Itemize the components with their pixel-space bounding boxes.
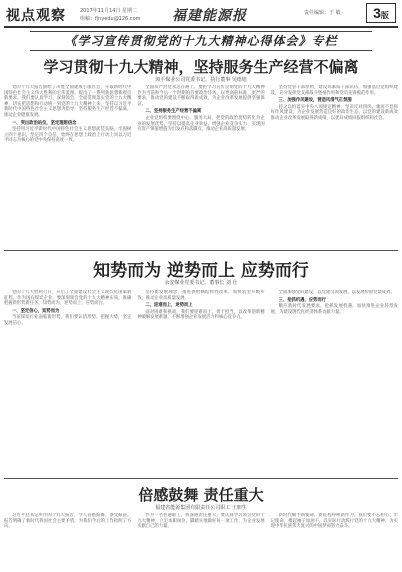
page-number: 3 <box>373 5 381 21</box>
paragraph: 坚持新发展理念，推进供给侧结构性改革，加快转型升级步伐，推动企业高质量发展。 <box>137 290 265 301</box>
paragraph: 全面从严治党永远在路上。要把学习宣传贯彻党的十九大精神作为当前和今后一个时期的首要政治任务，以更高的标准、更严的要求，推动党的建设不断取得新成效，为企业改革发展提供坚强保证。 <box>137 85 265 107</box>
article1-byline: 漳平煤业公司党委书记、执行董事 吴德旭 <box>155 77 247 83</box>
paragraph: 持之以恒落实中央八项规定精神，坚决反对四风，驰而不息抓好作风建设，为企业发展营造良好的政治生态，以党的建设新成效推动企业改革发展取得新成绩，以优异成绩回报组织和社会。 <box>270 104 398 121</box>
edition-line: 组稿：fjnyedu@126.com <box>80 16 141 22</box>
paragraph: 坚持用习近平新时代中国特色社会主义思想武装头脑，牢固树立四个意识，坚定四个自信，始终在思想上政治上行动上同以习近平同志为核心的党中央保持高度一致。 <box>4 127 132 144</box>
article1-col3 <box>271 85 398 245</box>
article3-col3 <box>271 513 398 569</box>
article1-body <box>4 85 398 245</box>
article3-col2 <box>137 513 264 569</box>
paragraph: 作为一名普通职工，我深感责任重大。要认真学习领会党的十九大精神，立足本职岗位，脚踏实地做好每一项工作，为企业发展贡献自己的力量。 <box>137 513 265 530</box>
subheading: 三、加强作风建设，营造风清气正氛围 <box>278 98 352 104</box>
article2-headline: 知势而为 逆势而上 应势而行 <box>93 261 309 281</box>
paragraph: 企业党组织要围绕中心、服务大局，把党的政治优势转化为企业的发展优势，坚持以提高企业效益、增强企业竞争实力、实现国有资产保值增值为出发点和落脚点，推动企业高质量发展。 <box>137 115 265 133</box>
article2-col1 <box>4 290 131 475</box>
subheading: 三、抢抓机遇，应势而行 <box>278 297 326 303</box>
paragraph: 顺应新时代发展要求，抢抓发展机遇，加快推进企业转型发展，为建设现代化经济体系贡献力量。 <box>270 304 398 315</box>
article3-byline: 福建省能源集团有限责任公司职工 王朋生 <box>155 505 247 511</box>
column-banner: 《学习宣传贯彻党的十九大精神心得体会》专栏 <box>30 31 372 51</box>
subheading: 一、坚定信心，知势而为 <box>12 308 60 314</box>
page-unit: 版 <box>380 11 389 20</box>
article2-body <box>4 290 398 475</box>
paragraph: 坚持党管干部原则，建设高素质干部队伍，加强基层党组织建设，充分发挥党支部战斗堡垒作用和党员先锋模范作用。 <box>270 85 398 96</box>
newspaper-title: 福建能源报 <box>172 8 247 24</box>
article1-col2 <box>137 85 264 245</box>
date-line: 2017年11月14日 星期二 <box>80 8 138 14</box>
paragraph: 全面加强党的建设，以党建引领发展，以发展检验党建成效。 <box>278 290 395 295</box>
paragraph: 党的十九大报告描绘了决胜全面建成小康社会、夺取新时代中国特色社会主义伟大胜利的宏伟蓝图，提出了一系列新思想新观点新要求。我们要认真学习、深刻领会，全面贯彻落实党的十九大精神，切实把思想和行动统一到党的十九大精神上来，坚持以习近平新时代中国特色社会主义思想为指导，坚持服务生产经营不偏离，推动企业健康发展。 <box>4 85 132 118</box>
subheading: 二、迎难而上，逆势而上 <box>145 303 193 309</box>
subheading: 二、坚持服务生产经营不偏离 <box>145 109 202 115</box>
header-rule <box>4 26 398 28</box>
section-divider <box>4 478 398 479</box>
section-title: 视点观察 <box>6 8 66 24</box>
article3-headline: 倍感鼓舞 责任重大 <box>138 486 264 504</box>
article2-col3 <box>271 290 398 475</box>
article2-col2 <box>137 290 264 475</box>
paragraph: 党的十九大胜利召开，开启了全面建设社会主义现代化国家新征程。作为国有煤炭企业，要深刻领会党的十九大精神实质，准确把握新形势新任务，知势而为，逆势而上，应势而行。 <box>4 290 132 307</box>
paragraph: 面对困难和挑战，我们要迎难而上，勇于担当，以改革创新精神破解发展难题，不断增强企业发展活力和核心竞争力。 <box>137 309 265 321</box>
article1-headline: 学习贯彻十九大精神，坚持服务生产经营不偏离 <box>43 58 359 76</box>
subheading: 一、突出政治站位，坚定理想信念 <box>12 120 77 126</box>
article3-col1 <box>4 513 131 569</box>
editor-line: 责任编辑：于 敏 <box>304 10 341 16</box>
paragraph: 当前煤炭行业面临新形势，我们要认清形势、把握大势，坚定发展信心。 <box>4 315 132 326</box>
paragraph: 习近平总书记所作的十九大报告，令人倍感鼓舞、备受振奋。报告明确了新时代我国社会主要矛盾，为我们今后的工作指明了方向。 <box>4 513 132 530</box>
paragraph: 新时代赋予新使命，新征程呼唤新作为。我们要不忘初心、牢记使命，撸起袖子加油干，以实际行动践行党的十九大精神，为实现中华民族伟大复兴的中国梦而努力奋斗。 <box>270 513 398 530</box>
article3-body <box>4 513 398 569</box>
section-divider <box>4 250 398 251</box>
page-number-box <box>366 3 396 23</box>
article1-col1 <box>4 85 131 245</box>
masthead <box>4 3 398 25</box>
article2-byline: 永安煤业党委书记、董事长 刘 仕 <box>164 280 238 286</box>
